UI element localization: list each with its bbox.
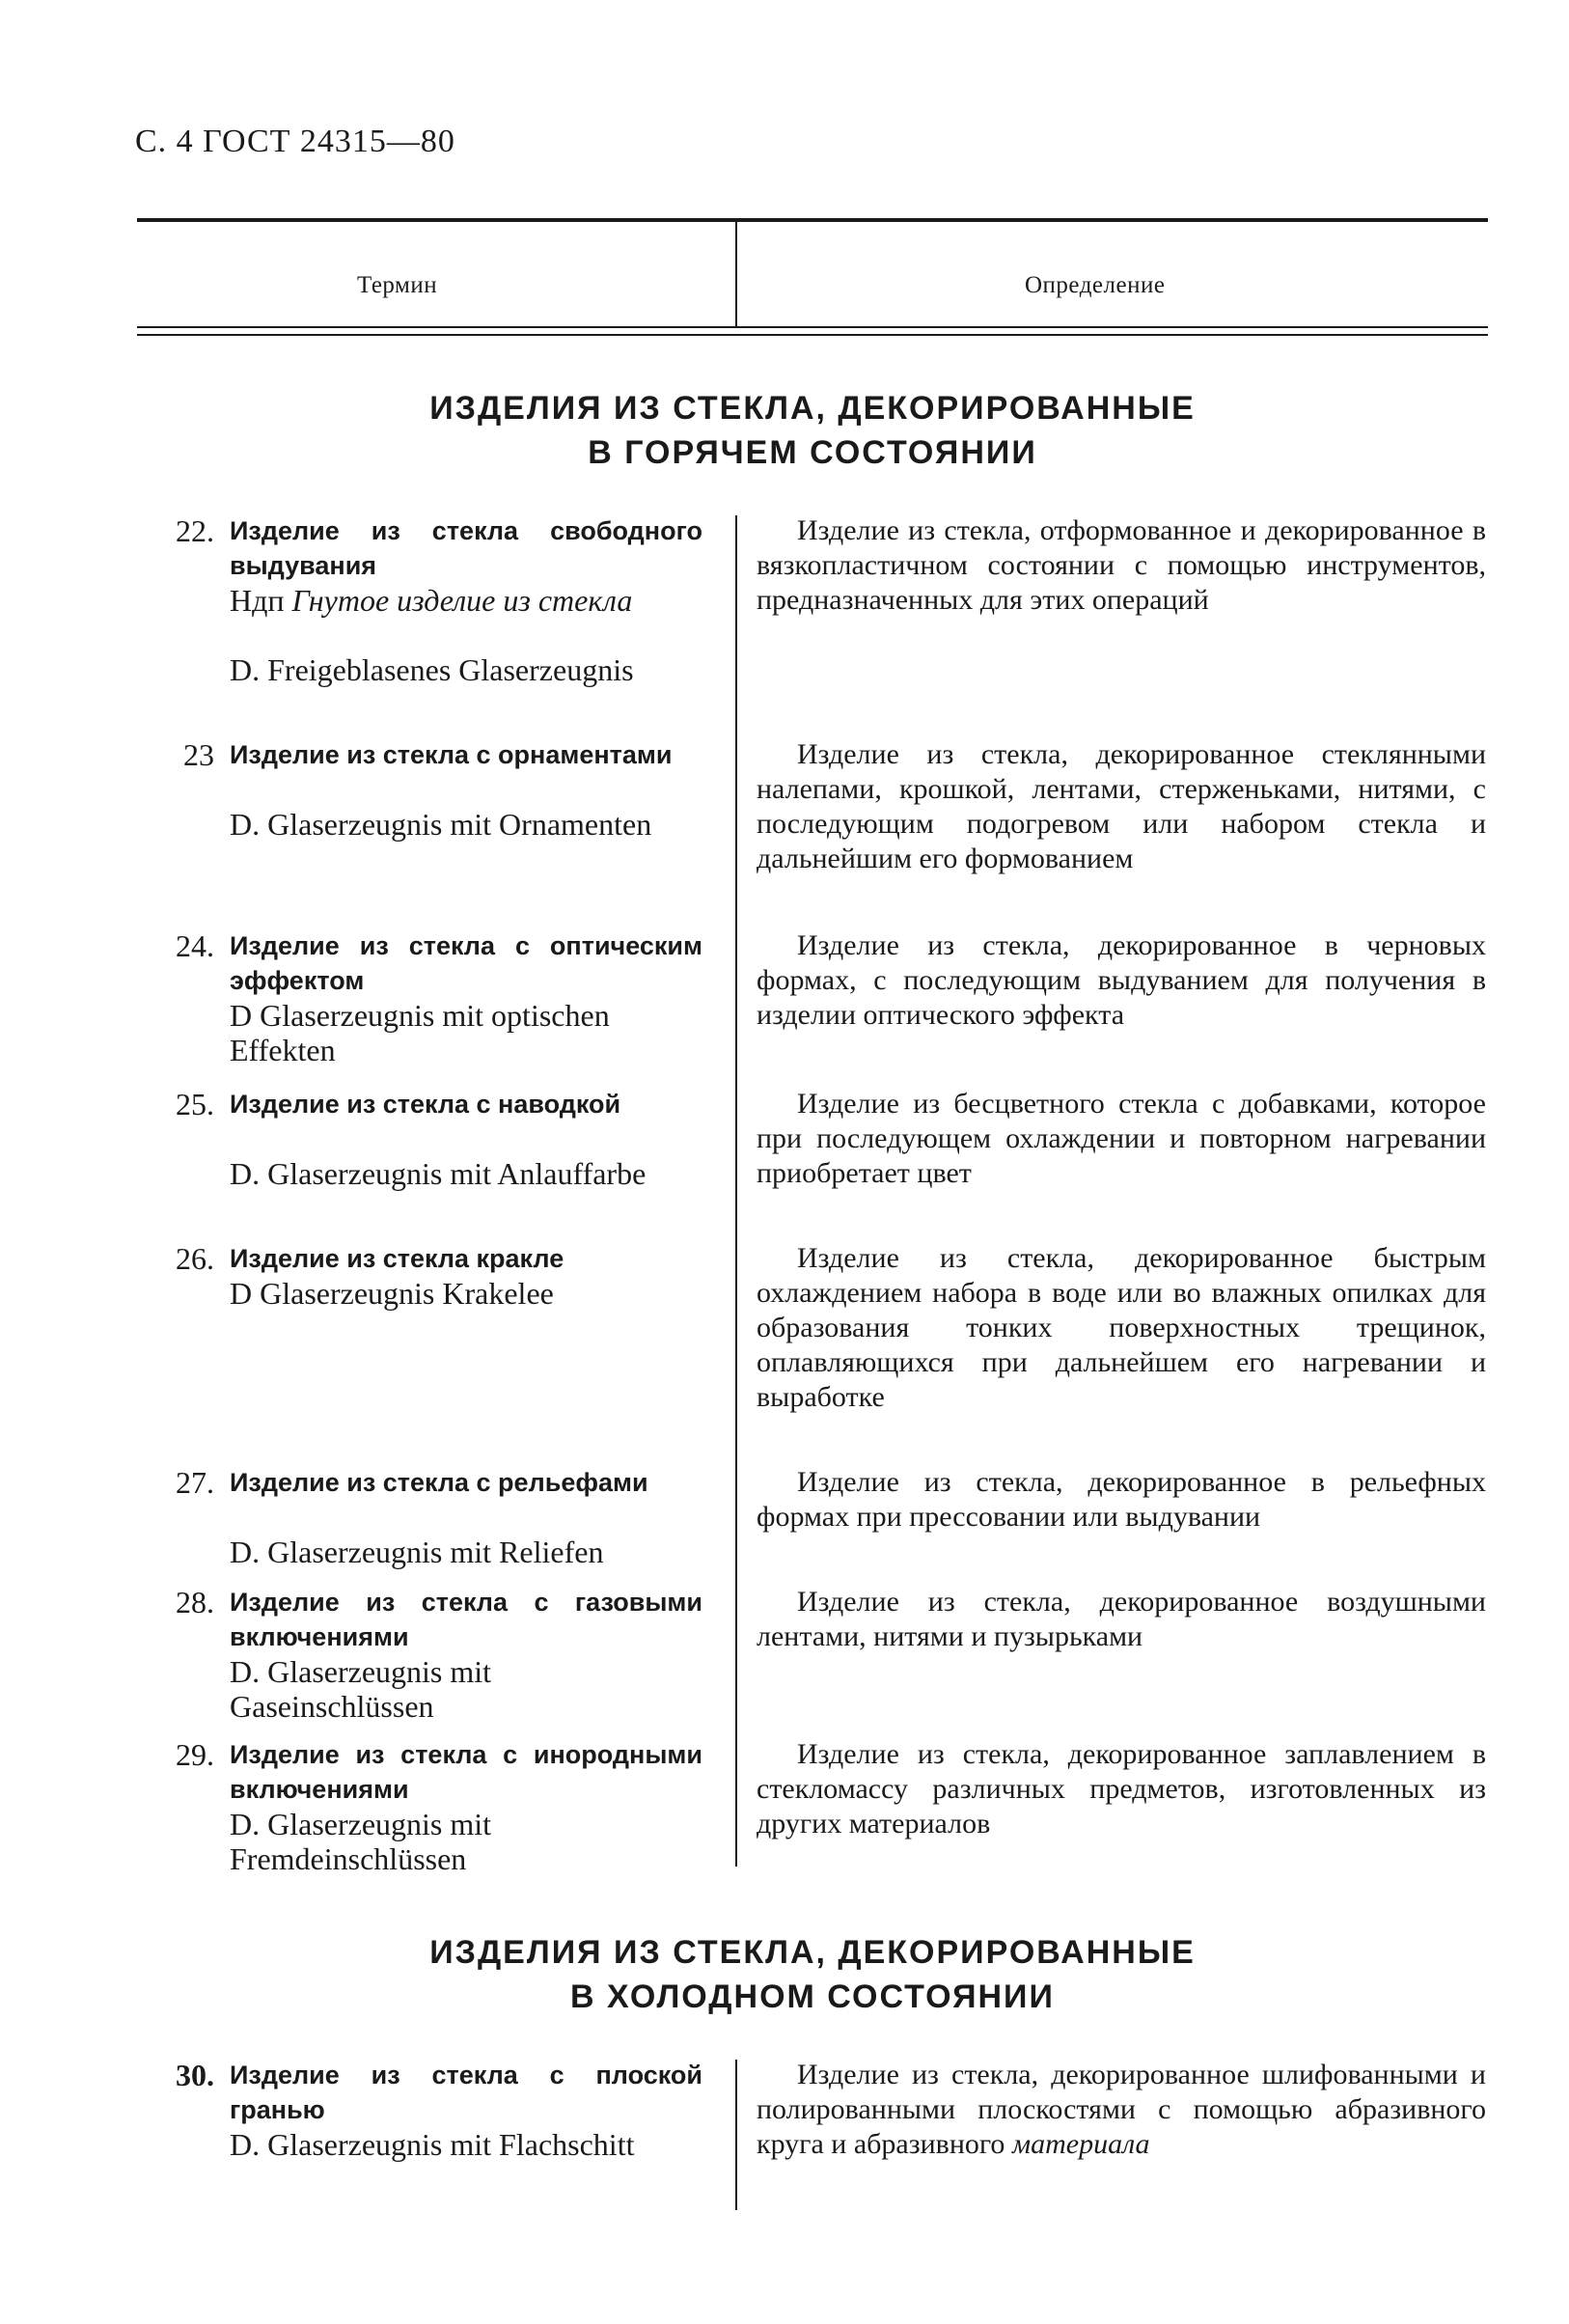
definition-text: Изделие из стекла, декорированное шлифованными и полированными плоскостями с помощью абразивного круга и абразивного — [757, 2059, 1486, 2160]
column-header-term: Термин — [357, 272, 438, 298]
entry-german-equivalent: D Glaserzeugnis Krakelee — [230, 1276, 554, 1311]
header-bottom-rule-2 — [137, 334, 1488, 336]
entry-term: Изделие из стекла кракле — [230, 1244, 564, 1273]
entry-definition: Изделие из стекла, декорированное заплавлением в стекломассу различных предметов, изготовленных из других материалов — [757, 1738, 1486, 1840]
entry-definition — [757, 2058, 1486, 2162]
section-title-line: В ГОРЯЧЕМ СОСТОЯНИИ — [588, 434, 1037, 471]
entry-definition: Изделие из стекла, декорированное стеклянными налепами, крошкой, лентами, стерженьками, нитями, с последующим подогревом или набором стекла и дальнейшим его формованием — [757, 738, 1486, 874]
header-bottom-rule — [137, 326, 1488, 328]
entry-term: Изделие из стекла с рельефами — [230, 1468, 648, 1497]
entry-number: 28. — [176, 1585, 214, 1619]
entry-number: 26. — [176, 1241, 214, 1276]
entry-term: Изделие из стекла с орнаментами — [230, 740, 673, 769]
entry-term: Изделие из стекла с плоской гранью — [230, 2061, 702, 2124]
deprecated-label: Ндп — [230, 583, 285, 618]
entry-definition: Изделие из стекла, отформованное и декорированное в вязкопластичном состоянии с помощью инструментов, предназначенных для этих операций — [757, 514, 1486, 616]
entry-german-equivalent: D Glaserzeugnis mit optischen Effekten — [230, 998, 610, 1067]
header-column-divider — [735, 220, 737, 326]
section-title-line: ИЗДЕЛИЯ ИЗ СТЕКЛА, ДЕКОРИРОВАННЫЕ — [429, 1934, 1196, 1971]
entry-definition: Изделие из стекла, декорированное в черновых формах, с последующим выдуванием для получения в изделии оптического эффекта — [757, 929, 1486, 1031]
entry-german-equivalent: D. Freigeblasenes Glaserzeugnis — [230, 652, 634, 687]
column-header-definition: Определение — [1025, 272, 1166, 298]
section-title-line: В ХОЛОДНОМ СОСТОЯНИИ — [570, 1978, 1055, 2015]
entry-term: Изделие из стекла с инородными включениями — [230, 1740, 702, 1804]
entry-number: 24. — [176, 928, 214, 963]
definition-tail: материала — [1011, 2128, 1150, 2160]
entry-definition: Изделие из стекла, декорированное воздушными лентами, нитями и пузырьками — [757, 1586, 1486, 1652]
entry-number: 22. — [176, 513, 214, 548]
entry-german-equivalent: D. Glaserzeugnis mit Ornamenten — [230, 807, 652, 842]
entry-german-equivalent: D. Glaserzeugnis mit Anlauffarbe — [230, 1156, 647, 1191]
header-top-rule — [137, 218, 1488, 222]
entry-term: Изделие из стекла с наводкой — [230, 1090, 621, 1119]
entry-number: 25. — [176, 1087, 214, 1121]
entry-german-equivalent: D. Glaserzeugnis mit Gaseinschlüssen — [230, 1654, 492, 1724]
entry-term: Изделие из стекла с оптическим эффектом — [230, 931, 702, 995]
running-head: С. 4 ГОСТ 24315—80 — [135, 124, 455, 159]
entry-definition: Изделие из бесцветного стекла с добавками, которое при последующем охлаждении и повторном нагревании приобретает цвет — [757, 1088, 1486, 1189]
column-divider — [735, 515, 737, 1867]
entry-term: Изделие из стекла с газовыми включениями — [230, 1588, 702, 1651]
entry-term: Изделие из стекла свободного выдувания — [230, 516, 702, 580]
section-title-line: ИЗДЕЛИЯ ИЗ СТЕКЛА, ДЕКОРИРОВАННЫЕ — [429, 390, 1196, 427]
entry-number: 27. — [176, 1465, 214, 1500]
deprecated-value: Гнутое изделие из стекла — [291, 583, 633, 618]
entry-german-equivalent: D. Glaserzeugnis mit Flachschitt — [230, 2127, 635, 2162]
entry-german-equivalent: D. Glaserzeugnis mit Reliefen — [230, 1535, 604, 1569]
entry-definition: Изделие из стекла, декорированное в рельефных формах при прессовании или выдувании — [757, 1466, 1486, 1533]
entry-deprecated-term — [230, 583, 702, 618]
entry-number: 30. — [176, 2058, 214, 2092]
section-title-cold — [137, 1930, 1488, 2019]
section-title-hot — [137, 386, 1488, 475]
entry-german-equivalent: D. Glaserzeugnis mit Fremdeinschlüssen — [230, 1807, 492, 1876]
column-divider — [735, 2060, 737, 2210]
entry-number: 23 — [183, 737, 214, 772]
entry-number: 29. — [176, 1737, 214, 1772]
entry-definition: Изделие из стекла, декорированное быстрым охлаждением набора в воде или во влажных опилках для образования тонких поверхностных трещинок, оплавляющихся при дальнейшем его нагревании и выработке — [757, 1242, 1486, 1413]
